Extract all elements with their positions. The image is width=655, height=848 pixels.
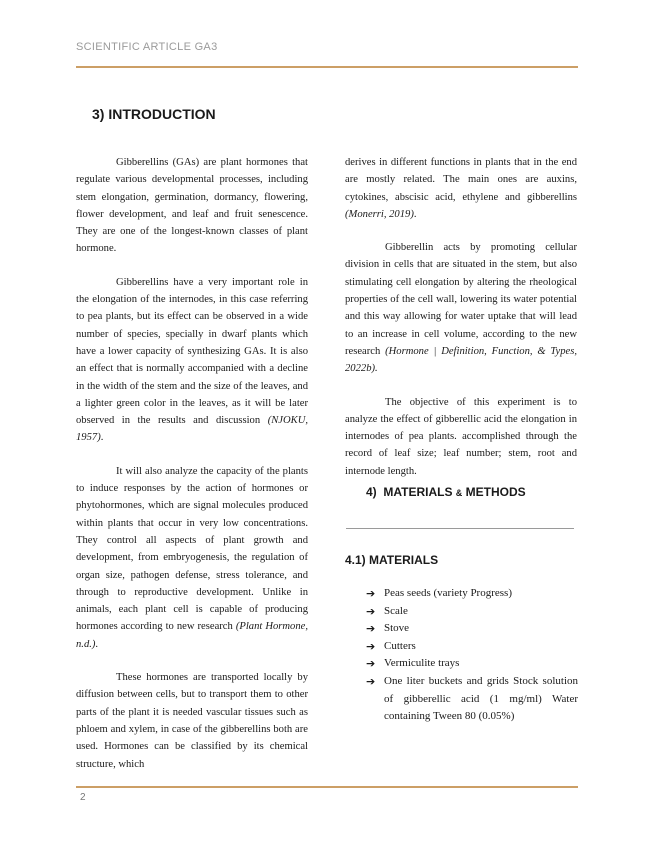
list-item	[366, 638, 578, 656]
citation: (Plant Hormone, n.d.)	[76, 621, 308, 650]
footer-divider	[76, 786, 578, 788]
materials-list	[366, 585, 578, 726]
list-item-text: One liter buckets and grids Stock solution of gibberellic acid (1 mg/ml) Water containing Tween 80 (0.05%)	[384, 674, 578, 723]
page-number: 2	[80, 792, 86, 803]
right-arrow-icon: ➔	[366, 622, 376, 636]
right-arrow-icon: ➔	[366, 587, 376, 600]
methods-title-b: METHODS	[465, 485, 526, 499]
list-item	[366, 585, 578, 603]
right-arrow-icon: ➔	[366, 657, 376, 671]
intro-paragraph-2	[76, 274, 308, 447]
list-item-text: Peas seeds (variety Progress)	[384, 587, 512, 599]
list-item	[366, 603, 578, 621]
right-arrow-icon: ➔	[366, 639, 376, 653]
intro-paragraph-7: The objective of this experiment is to analyze the effect of gibberellic acid the elongation in internodes of pea plants. accomplished through the record of leaf size; leaf number; stem, root and internode length.	[345, 396, 577, 477]
punctuation: .	[100, 432, 104, 444]
methods-title-a: MATERIALS	[383, 485, 453, 499]
paragraph-text: Gibberellins have a very important role in the elongation of the internodes, in this case referring to pea plants, but its effect can be observed in a wide number of species, specially in dwarf plants which have a lower capacity of synthesizing GAs. It is also an effect that is normally accompanied with a decline in the width of the stem and the size of the leaves, and a lighter green color in the leaves, as it will be later observed in the results and discussion	[76, 276, 308, 427]
list-item-text: Stove	[384, 622, 410, 635]
intro-paragraph-3	[76, 463, 308, 653]
list-item	[366, 620, 578, 638]
right-arrow-icon: ➔	[366, 674, 376, 688]
paragraph-text: It will also analyze the capacity of the plants to induce responses by the action of hormones or phytohormones, which are signal molecules produced within plants that occur in very low concentrations. They control all aspects of plant growth and development, from embryogenesis, the regulation of organ size, pathogen defense, stress tolerance, and through to reproductive development. Unlike in animals, each plant cell is capable of producing hormones according to new research	[76, 465, 308, 633]
intro-paragraph-5	[345, 154, 577, 223]
list-item-text: Vermiculite trays	[384, 657, 460, 670]
list-item	[366, 655, 578, 673]
intro-paragraph-4: These hormones are transported locally by diffusion between cells, but to transport them to other parts of the plant it is needed vascular tissues such as phloem and xylem, in case of the gibberellins both are used. Hormones can be classified by its chemical structure, which	[76, 672, 308, 770]
header-divider	[76, 66, 578, 68]
paragraph-text: Gibberellin acts by promoting cellular division in cells that are situated in the stem, but also stimulating cell elongation by altering the rheological properties of the cell wall, lowering its water potential and this way allowing for water uptake that will lead to an increase in cell volume, according to the new research	[345, 242, 577, 357]
list-item	[366, 673, 578, 726]
citation: (Hormone | Definition, Function, & Types, 2022b).	[345, 345, 577, 375]
materials-heading: 4.1) MATERIALS	[345, 553, 439, 567]
paragraph-text: derives in different functions in plants that in the end are mostly related. The main ones are auxins, cytokines, abscisic acid, ethylene and gibberellins	[345, 157, 577, 203]
citation: (NJOKU, 1957)	[76, 415, 308, 444]
methods-ampersand: &	[455, 488, 463, 498]
section-title: 3) INTRODUCTION	[92, 106, 216, 122]
right-column	[345, 154, 577, 496]
intro-paragraph-6	[345, 239, 577, 377]
right-arrow-icon: ➔	[366, 604, 376, 618]
running-header: SCIENTIFIC ARTICLE GA3	[76, 41, 218, 53]
list-item-text: Cutters	[384, 639, 416, 652]
punctuation: .	[413, 208, 417, 220]
left-column	[76, 154, 308, 789]
intro-paragraph-1: Gibberellins (GAs) are plant hormones that regulate various developmental processes, including stem elongation, germination, dormancy, flowering, flower development, and leaf and fruit senescence. They are one of the longest-known classes of plant hormone.	[76, 157, 308, 255]
list-item-text: Scale	[384, 604, 408, 617]
punctuation: .	[95, 638, 99, 650]
methods-heading	[366, 485, 526, 499]
methods-number: 4)	[366, 485, 377, 499]
citation: (Monerri, 2019)	[345, 208, 414, 220]
methods-divider	[346, 528, 574, 529]
